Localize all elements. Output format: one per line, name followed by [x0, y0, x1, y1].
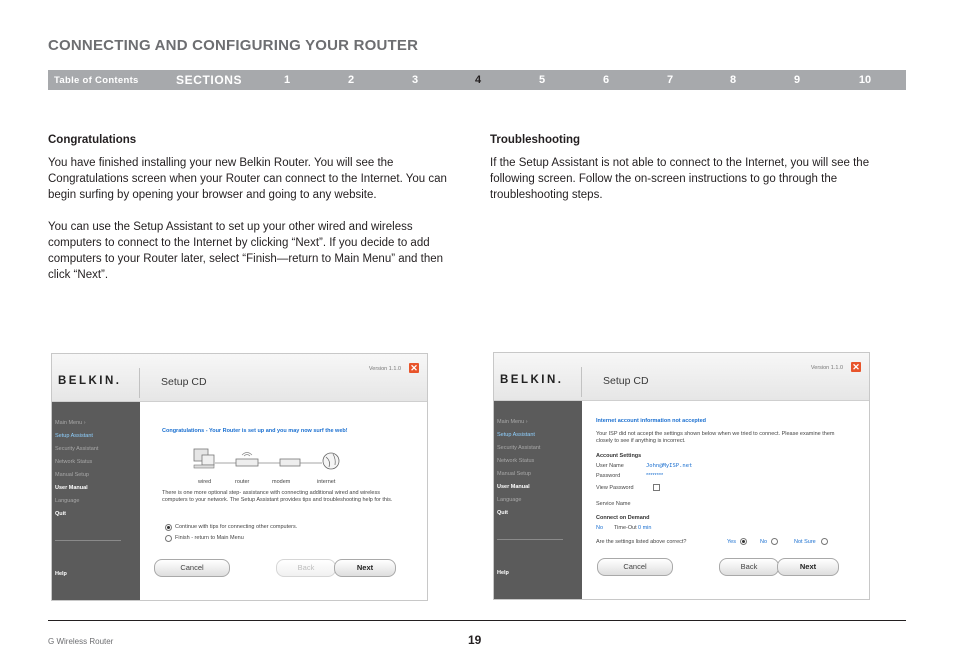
sidebar-item-help[interactable]: Help: [55, 571, 67, 577]
internet-globe-icon: [323, 453, 339, 469]
answer-yes-label: Yes: [727, 539, 736, 545]
page-number: 19: [468, 633, 482, 647]
settings-correct-question: Are the settings listed above correct?: [596, 539, 687, 545]
table-of-contents-link[interactable]: Table of Contents: [54, 75, 139, 86]
setup-cd-title: Setup CD: [603, 375, 649, 387]
congratulations-heading: Congratulations: [48, 134, 137, 146]
user-name-label: User Name: [596, 463, 624, 469]
diagram-label-modem: modem: [272, 479, 291, 485]
account-settings-heading: Account Settings: [596, 453, 642, 459]
section-link-9[interactable]: 9: [793, 74, 801, 86]
setup-cd-title: Setup CD: [161, 376, 207, 388]
section-link-6[interactable]: 6: [602, 74, 610, 86]
section-link-5[interactable]: 5: [538, 74, 546, 86]
section-link-1[interactable]: 1: [283, 74, 291, 86]
isp-error-description: Your ISP did not accept the settings shown below when we tried to connect. Please examine them closely to see if anything is incorrect.: [596, 431, 835, 444]
setup-cd-header: [494, 353, 869, 401]
next-button[interactable]: Next: [334, 559, 396, 577]
sidebar-divider: [497, 539, 563, 540]
troubleshooting-paragraph: If the Setup Assistant is not able to connect to the Internet, you will see the following screen. Follow the on-screen instructions to go through the troubleshooting steps.: [490, 157, 870, 201]
version-label: Version 1.1.0: [810, 365, 843, 371]
cancel-button[interactable]: Cancel: [597, 558, 673, 576]
setup-cd-troubleshooting-screenshot: [493, 352, 870, 600]
header-divider: [139, 368, 140, 398]
network-diagram: [190, 445, 350, 477]
product-name: G Wireless Router: [48, 637, 114, 646]
section-link-4[interactable]: 4: [474, 74, 482, 86]
sidebar-item-manual-setup[interactable]: Manual Setup: [55, 472, 89, 478]
sidebar-item-language[interactable]: Language: [497, 497, 522, 503]
router-icon: [236, 453, 258, 467]
password-label: Password: [596, 473, 621, 479]
sidebar-item-main-menu[interactable]: Main Menu ›: [55, 420, 86, 426]
service-name-label: Service Name: [596, 501, 631, 507]
continue-tips-label: Continue with tips for connecting other computers.: [175, 524, 298, 530]
modem-icon: [280, 459, 300, 466]
section-nav-bar: [48, 70, 906, 90]
section-link-10[interactable]: 10: [858, 74, 872, 86]
sidebar-item-quit[interactable]: Quit: [55, 511, 66, 517]
answer-yes-radio[interactable]: [740, 538, 747, 545]
version-label: Version 1.1.0: [368, 366, 401, 372]
answer-not-sure-radio[interactable]: [821, 538, 828, 545]
sections-label: SECTIONS: [176, 73, 243, 87]
sidebar-item-quit[interactable]: Quit: [497, 510, 508, 516]
view-password-checkbox[interactable]: [653, 484, 660, 491]
sidebar-item-language[interactable]: Language: [55, 498, 80, 504]
sidebar-item-setup-assistant[interactable]: Setup Assistant: [55, 433, 93, 439]
answer-not-sure-label: Not Sure: [794, 539, 816, 545]
finish-label: Finish - return to Main Menu: [175, 535, 244, 541]
setup-cd-sidebar: [494, 401, 582, 599]
sidebar-item-user-manual[interactable]: User Manual: [55, 485, 88, 491]
close-icon[interactable]: ✕: [410, 363, 418, 373]
finish-radio[interactable]: [165, 535, 172, 542]
diagram-label-internet: internet: [317, 479, 336, 485]
setup-cd-content: [582, 401, 869, 599]
close-icon[interactable]: ✕: [852, 362, 860, 372]
connect-on-demand-value: No: [596, 525, 604, 531]
sidebar-item-main-menu[interactable]: Main Menu ›: [497, 419, 528, 425]
sidebar-item-help[interactable]: Help: [497, 570, 509, 576]
diagram-label-router: router: [235, 479, 250, 485]
timeout-label: Time-Out: [614, 525, 637, 531]
congratulations-message: Congratulations - Your Router is set up and you may now surf the web!: [162, 428, 348, 434]
back-button[interactable]: Back: [276, 559, 336, 577]
connect-on-demand-heading: Connect on Demand: [596, 515, 650, 521]
cancel-button[interactable]: Cancel: [154, 559, 230, 577]
diagram-label-wired: wired: [198, 479, 212, 485]
setup-cd-header: [52, 354, 427, 402]
header-divider: [581, 367, 582, 397]
section-link-8[interactable]: 8: [729, 74, 737, 86]
footer-rule: [48, 620, 906, 621]
password-value: ********: [646, 473, 664, 479]
section-link-3[interactable]: 3: [411, 74, 419, 86]
belkin-logo: BELKIN.: [58, 375, 122, 387]
troubleshooting-heading: Troubleshooting: [490, 134, 581, 146]
computer-icon: [194, 449, 214, 468]
view-password-label: View Password: [596, 485, 634, 491]
sidebar-item-security-assistant[interactable]: Security Assistant: [497, 445, 541, 451]
account-not-accepted-message: Internet account information not accepted: [596, 418, 707, 424]
sidebar-item-network-status[interactable]: Network Status: [497, 458, 535, 464]
document-title: CONNECTING AND CONFIGURING YOUR ROUTER: [48, 37, 419, 54]
setup-cd-content: [140, 402, 427, 600]
answer-no-radio[interactable]: [771, 538, 778, 545]
optional-step-description: There is one more optional step- assistance with connecting additional wired and wireless computers to your network. The Setup Assistant provides tips and troubleshooting help for this.: [162, 490, 393, 503]
sidebar-item-security-assistant[interactable]: Security Assistant: [55, 446, 99, 452]
sidebar-item-setup-assistant[interactable]: Setup Assistant: [497, 432, 535, 438]
user-name-value: John@MyISP.net: [646, 463, 693, 469]
next-button[interactable]: Next: [777, 558, 839, 576]
answer-no-label: No: [760, 539, 768, 545]
congratulations-paragraph-1: You have finished installing your new Belkin Router. You will see the Congratulations screen when your Router can connect to the Internet. You can begin surfing by opening your browser and going to any website.: [48, 157, 447, 201]
congratulations-paragraph-2: You can use the Setup Assistant to set up your other wired and wireless computers to connect to the Internet by clicking “Next”. If you decide to add computers to your Router later, select “Finish—return to Main Menu” and then click “Next”.: [48, 221, 444, 281]
section-link-2[interactable]: 2: [347, 74, 355, 86]
sidebar-item-manual-setup[interactable]: Manual Setup: [497, 471, 531, 477]
timeout-value: 0 min: [638, 525, 652, 531]
setup-cd-sidebar: [52, 402, 140, 600]
sidebar-item-user-manual[interactable]: User Manual: [497, 484, 530, 490]
sidebar-item-network-status[interactable]: Network Status: [55, 459, 93, 465]
sidebar-divider: [55, 540, 121, 541]
continue-tips-radio[interactable]: [165, 524, 172, 531]
section-link-7[interactable]: 7: [666, 74, 674, 86]
back-button[interactable]: Back: [719, 558, 779, 576]
belkin-logo: BELKIN.: [500, 374, 564, 386]
setup-cd-congratulations-screenshot: [51, 353, 428, 601]
